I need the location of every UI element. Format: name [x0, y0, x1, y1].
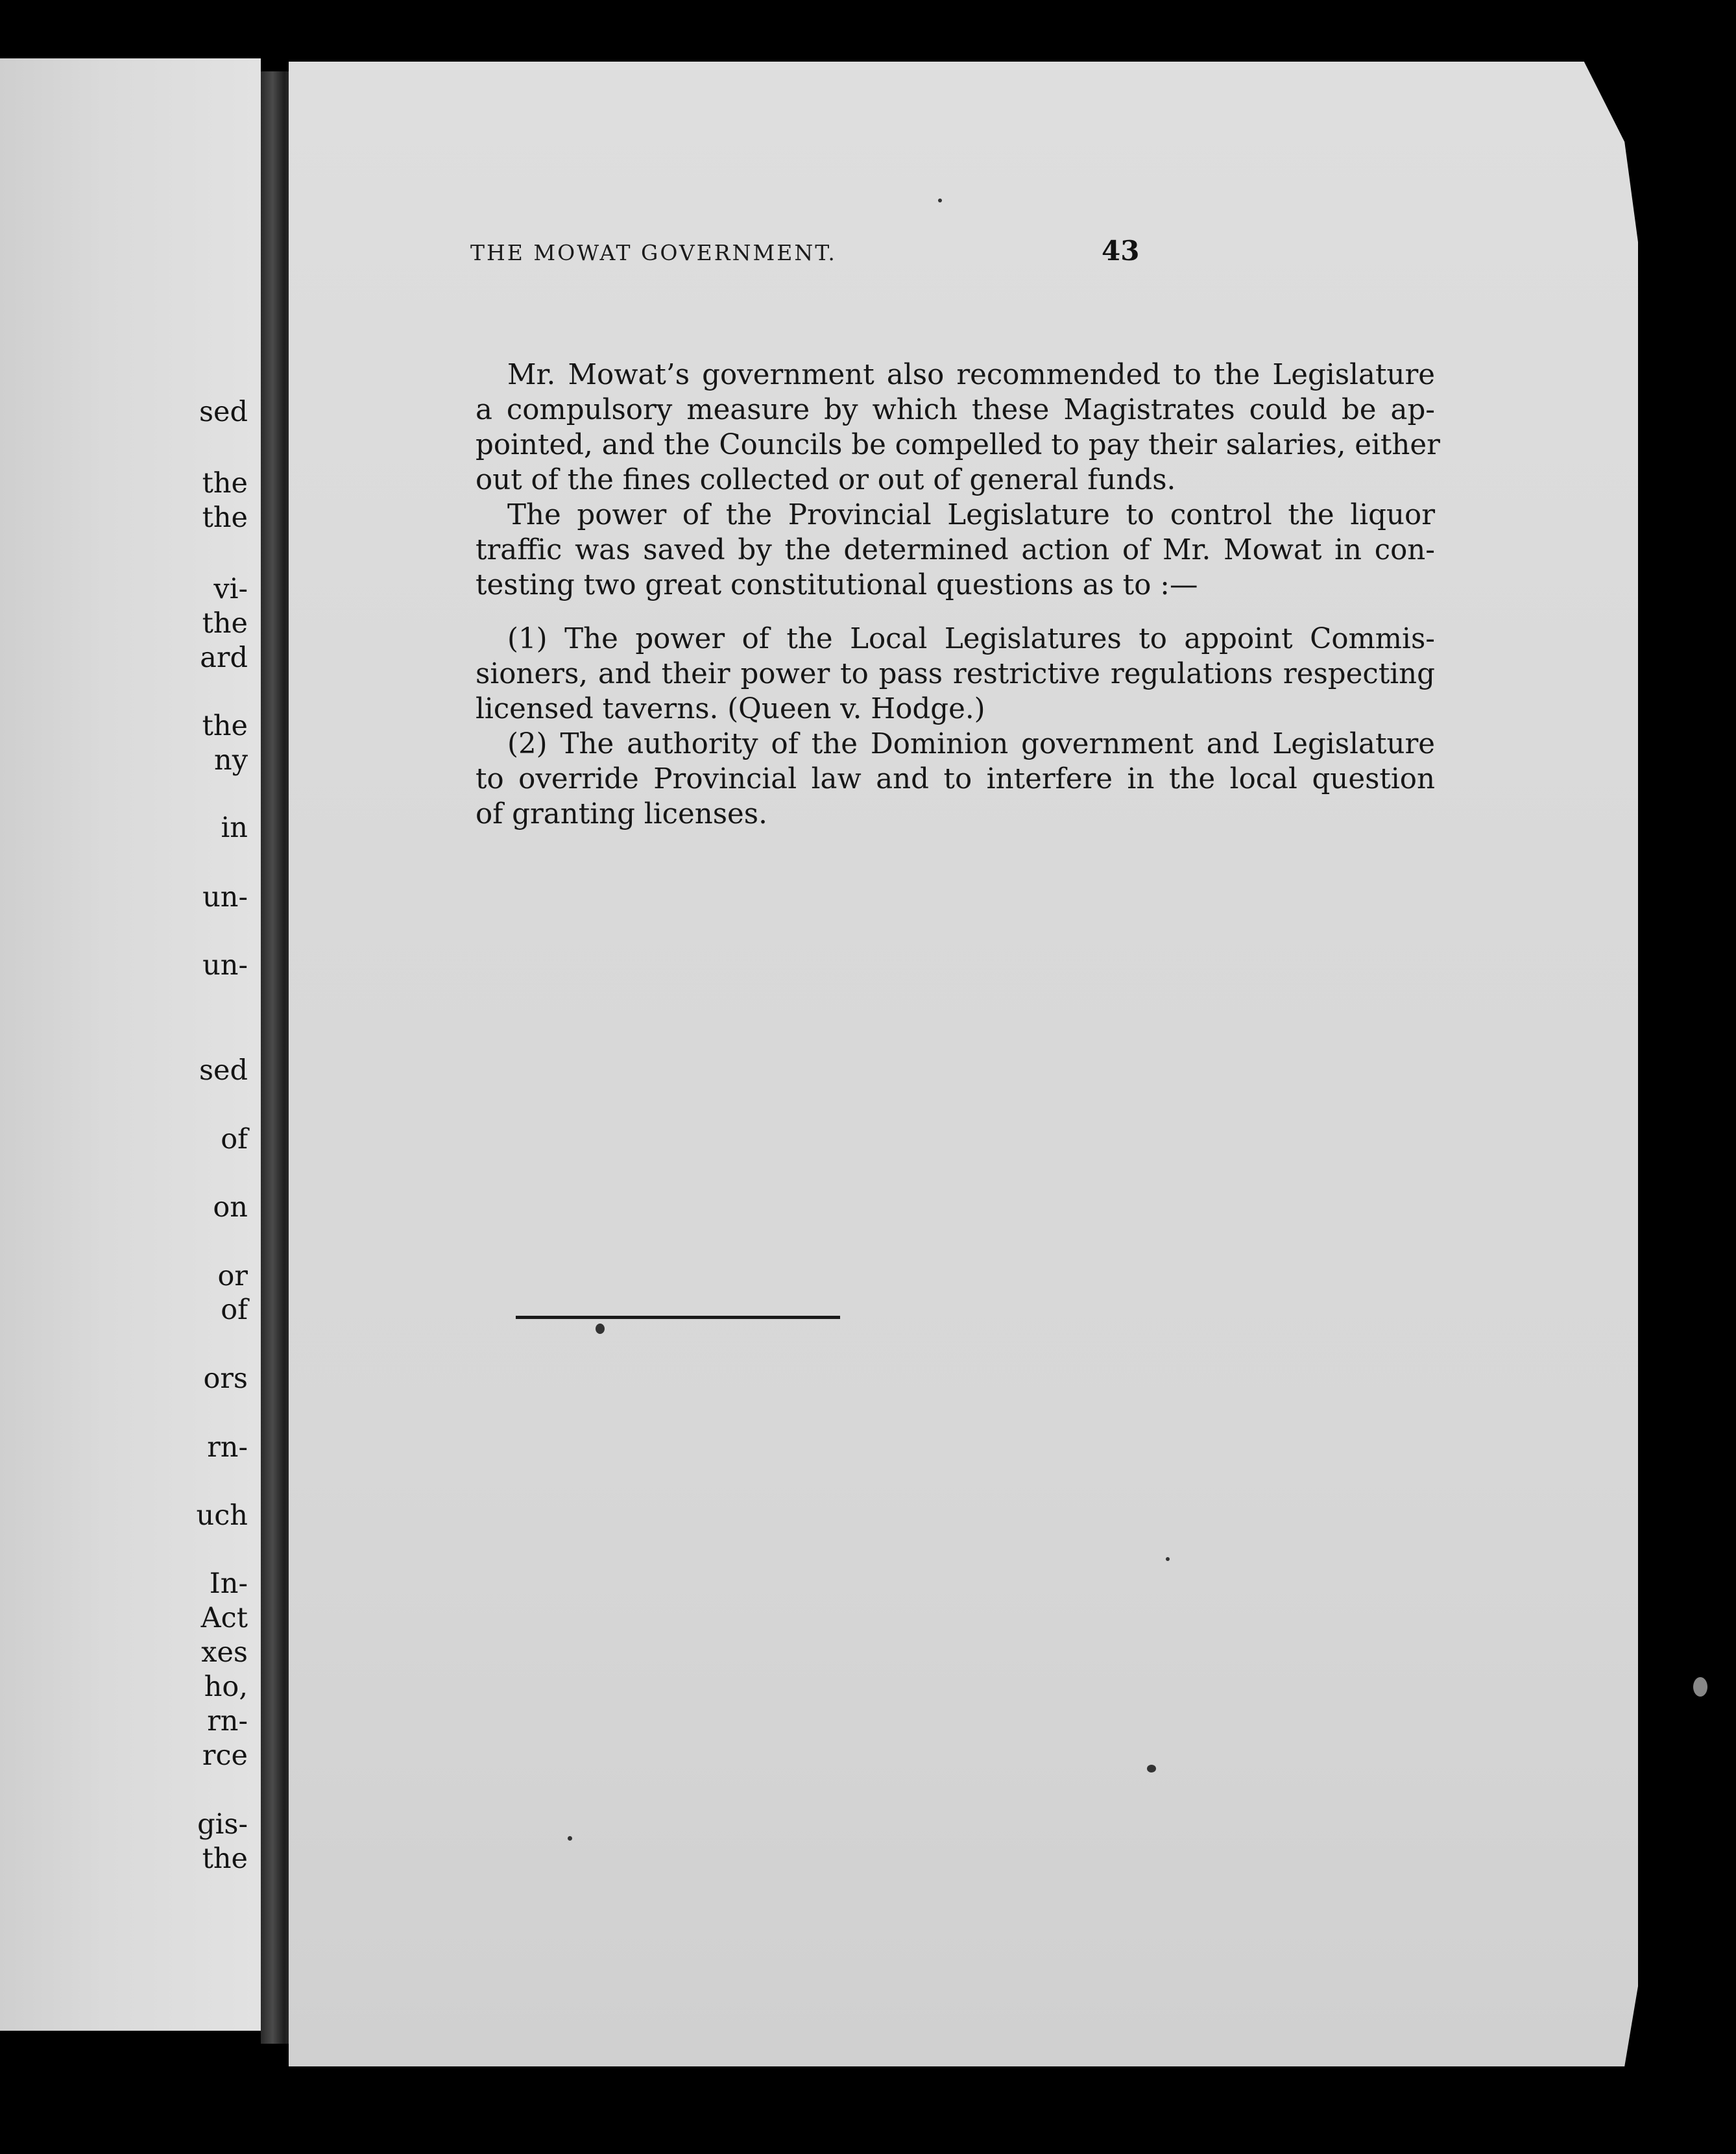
body-line: to override Provincial law and to interfere in the local question — [476, 763, 1435, 795]
left-line-fragment: or — [217, 1260, 248, 1292]
body-line: out of the fines collected or out of general funds. — [476, 464, 1176, 496]
scan-speck — [1166, 1557, 1170, 1561]
left-line-fragment: un- — [202, 881, 248, 914]
left-line-fragment: the — [202, 607, 248, 640]
left-line-fragment: sed — [199, 396, 248, 428]
horizontal-rule — [516, 1316, 840, 1319]
scan-speck — [938, 199, 942, 202]
scan-speck — [596, 1324, 605, 1334]
left-line-fragment: the — [202, 1843, 248, 1875]
left-line-fragment: ny — [214, 744, 248, 777]
running-head: THE MOWAT GOVERNMENT. — [470, 240, 837, 265]
body-line: pointed, and the Councils be compelled to pay their salaries, either — [476, 429, 1440, 461]
body-line: licensed taverns. (Queen v. Hodge.) — [476, 693, 985, 725]
left-line-fragment: the — [202, 467, 248, 500]
left-line-fragment: rn- — [207, 1431, 248, 1464]
body-line: a compulsory measure by which these Magistrates could be ap- — [476, 394, 1435, 426]
left-line-fragment: rn- — [207, 1705, 248, 1737]
left-line-fragment: of — [221, 1294, 248, 1326]
body-line: traffic was saved by the determined action of Mr. Mowat in con- — [476, 534, 1435, 566]
left-line-fragment: xes — [201, 1636, 248, 1669]
left-line-fragment: In- — [209, 1567, 248, 1600]
body-line: The power of the Provincial Legislature to control the liquor — [507, 499, 1435, 531]
body-line: of granting licenses. — [476, 798, 767, 830]
left-line-fragment: the — [202, 710, 248, 742]
left-line-fragment: on — [213, 1191, 248, 1224]
body-line: (2) The authority of the Dominion government and Legislature — [507, 728, 1435, 760]
body-line: testing two great constitutional questions as to :— — [476, 569, 1198, 601]
left-line-fragment: rce — [202, 1739, 248, 1772]
scan-speck — [568, 1836, 572, 1841]
body-line: sioners, and their power to pass restrictive regulations respecting — [476, 658, 1435, 690]
left-line-fragment: in — [221, 812, 248, 844]
page-number: 43 — [1102, 235, 1140, 267]
left-line-fragment: vi- — [213, 573, 248, 605]
left-line-fragment: un- — [202, 949, 248, 982]
scan-speck — [1147, 1765, 1156, 1773]
left-line-fragment: ard — [200, 642, 248, 674]
left-line-fragment: Act — [200, 1602, 248, 1634]
left-line-fragment: ho, — [204, 1671, 248, 1703]
body-line: (1) The power of the Local Legislatures to appoint Commis- — [507, 623, 1435, 655]
left-line-fragment: sed — [199, 1054, 248, 1087]
body-line: Mr. Mowat’s government also recommended to the Legislature — [507, 359, 1435, 391]
left-line-fragment: ors — [203, 1362, 248, 1395]
left-line-fragment: of — [221, 1123, 248, 1156]
previous-page-fragment — [0, 58, 261, 2031]
left-line-fragment: gis- — [197, 1808, 248, 1841]
scan-speck — [1693, 1677, 1707, 1697]
left-line-fragment: the — [202, 502, 248, 534]
left-line-fragment: uch — [196, 1499, 248, 1532]
